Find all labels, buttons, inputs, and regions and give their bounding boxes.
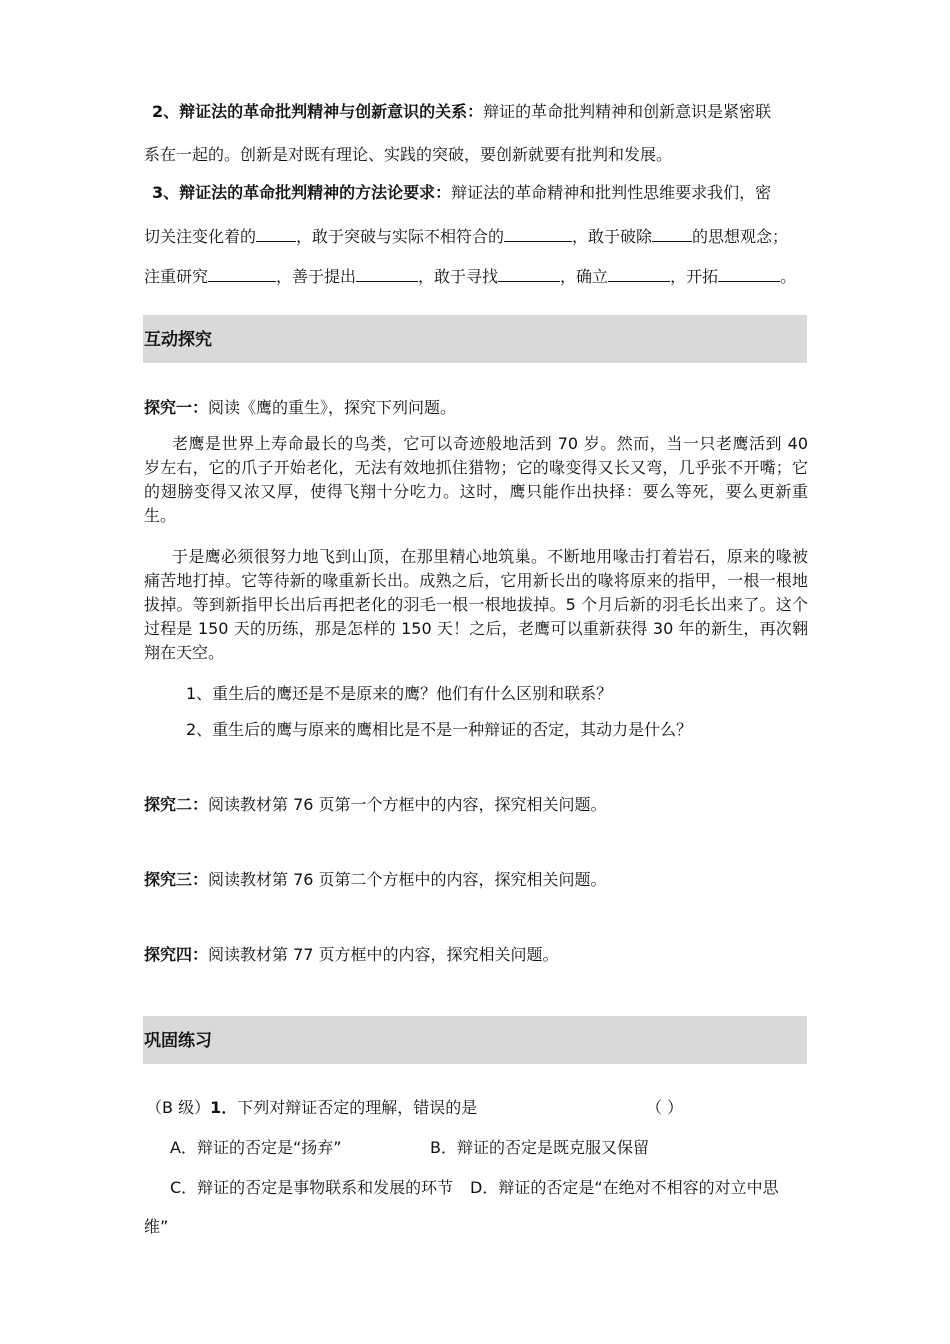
exercise1-number: 1． bbox=[210, 1098, 238, 1117]
section2-title: 辩证法的革命批判精神与创新意识的关系： bbox=[179, 102, 484, 121]
section3-line1 bbox=[144, 181, 771, 205]
section3-text: ，敢于突破与实际不相符合的 bbox=[296, 227, 505, 246]
fill-blank[interactable] bbox=[608, 264, 670, 282]
exercise1-option-d-cont: 维” bbox=[144, 1217, 169, 1236]
section3-text: ，敢于寻找 bbox=[418, 267, 499, 286]
explore1-paragraph2: 于是鹰必须很努力地飞到山顶，在那里精心地筑巢。不断地用喙击打着岩石，原来的喙被痛苦地打掉。它等待新的喙重新长出。成熟之后，它用新长出的喙将原来的指甲，一根一根地拔掉。等到新指甲长出后再把老化的羽毛一根一根地拔掉。5 个月后新的羽毛长出来了。这个过程是 150 天的历练，那是怎样的 150 天！之后，老鹰可以重新获得 30 年的新生，再次翱翔在天空。 bbox=[144, 547, 808, 662]
section3-text: 。 bbox=[780, 267, 797, 286]
section3-text: ，确立 bbox=[560, 267, 609, 286]
section3-text: ，开拓 bbox=[670, 267, 719, 286]
fill-blank[interactable] bbox=[718, 264, 780, 282]
section-band-interactive: 互动探究 bbox=[143, 315, 807, 363]
fill-blank[interactable] bbox=[498, 264, 560, 282]
explore1-label: 探究一： bbox=[144, 398, 209, 417]
explore3-heading bbox=[144, 868, 607, 892]
explore3-label: 探究三： bbox=[144, 870, 209, 889]
section3-number: 3、 bbox=[152, 183, 180, 202]
exercise1-level: （B 级） bbox=[146, 1098, 211, 1117]
explore1-text: 阅读《鹰的重生》，探究下列问题。 bbox=[208, 398, 457, 417]
section3-text: 切关注变化着的 bbox=[144, 227, 257, 246]
explore1-heading bbox=[144, 396, 456, 420]
explore2-label: 探究二： bbox=[144, 795, 209, 814]
section2-body: 辩证的革命批判精神和创新意识是紧密联 bbox=[483, 102, 772, 121]
exercise1-option-c[interactable]: C．辩证的否定是事物联系和发展的环节 bbox=[170, 1178, 454, 1197]
explore2-text: 阅读教材第 76 页第一个方框中的内容，探究相关问题。 bbox=[208, 795, 607, 814]
explore3-text: 阅读教材第 76 页第二个方框中的内容，探究相关问题。 bbox=[208, 870, 607, 889]
section2-number: 2、 bbox=[152, 102, 180, 121]
section-band-practice: 巩固练习 bbox=[143, 1016, 807, 1064]
section2-line2: 系在一起的。创新是对既有理论、实践的突破，要创新就要有批判和发展。 bbox=[144, 145, 673, 164]
exercise1-stem: 下列对辩证否定的理解，错误的是 bbox=[237, 1098, 478, 1117]
explore1-question1: 1、重生后的鹰还是不是原来的鹰？他们有什么区别和联系？ bbox=[186, 684, 613, 703]
section3-body: 辩证法的革命精神和批判性思维要求我们，密 bbox=[451, 183, 772, 202]
section3-title: 辩证法的革命批判精神的方法论要求： bbox=[179, 183, 452, 202]
section2-line1 bbox=[144, 100, 771, 124]
fill-blank[interactable] bbox=[356, 264, 418, 282]
explore2-heading bbox=[144, 793, 607, 817]
section3-text: 注重研究 bbox=[144, 267, 209, 286]
exercise1-answer-bracket[interactable]: （ ） bbox=[646, 1098, 684, 1117]
exercise1-option-d[interactable]: D．辩证的否定是“在绝对不相容的对立中思 bbox=[470, 1178, 779, 1197]
explore4-text: 阅读教材第 77 页方框中的内容，探究相关问题。 bbox=[208, 945, 559, 964]
section3-text: ，敢于破除 bbox=[572, 227, 653, 246]
fill-blank[interactable] bbox=[208, 264, 276, 282]
exercise1-option-b[interactable]: B．辩证的否定是既克服又保留 bbox=[430, 1138, 649, 1157]
explore4-label: 探究四： bbox=[144, 945, 209, 964]
fill-blank[interactable] bbox=[504, 224, 572, 242]
explore4-heading bbox=[144, 943, 559, 967]
fill-blank[interactable] bbox=[256, 224, 296, 242]
section3-text: 的思想观念； bbox=[692, 227, 789, 246]
exercise1-option-a[interactable]: A．辩证的否定是“扬弃” bbox=[170, 1138, 342, 1157]
explore1-question2: 2、重生后的鹰与原来的鹰相比是不是一种辩证的否定，其动力是什么？ bbox=[186, 720, 693, 739]
fill-blank[interactable] bbox=[652, 224, 692, 242]
section3-line3 bbox=[144, 264, 796, 289]
section3-text: ，善于提出 bbox=[276, 267, 357, 286]
section3-line2 bbox=[144, 224, 788, 249]
explore1-paragraph1: 老鹰是世界上寿命最长的鸟类，它可以奇迹般地活到 70 岁。然而，当一只老鹰活到 40 岁左右，它的爪子开始老化，无法有效地抓住猎物；它的喙变得又长又弯，几乎张不开嘴；它的翅膀变得又浓又厚，使得飞翔十分吃力。这时，鹰只能作出抉择：要么等死，要么更新重生。 bbox=[144, 434, 808, 525]
exercise1-stem-line bbox=[146, 1096, 477, 1120]
